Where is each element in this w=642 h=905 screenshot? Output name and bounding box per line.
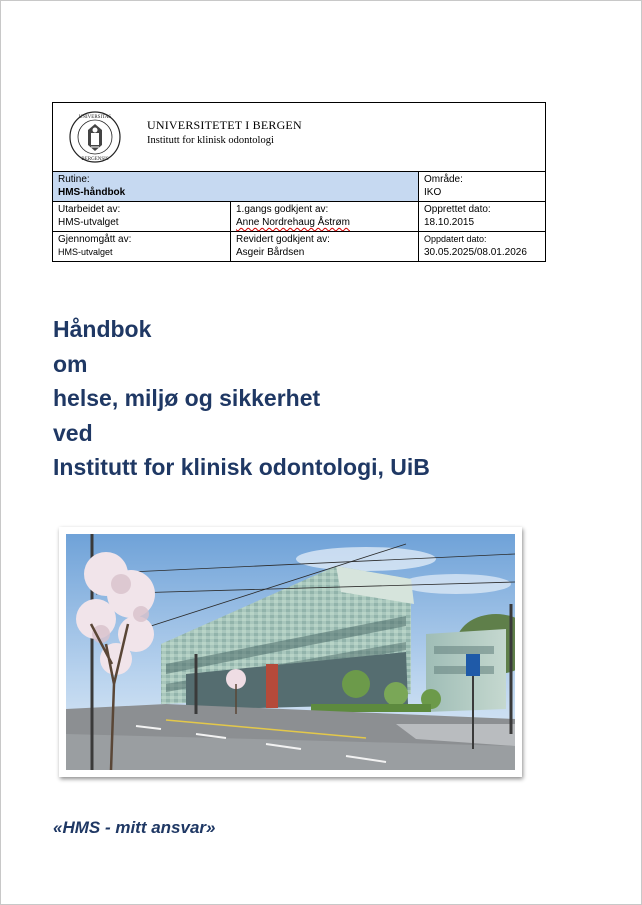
revised-approved-label: Revidert godkjent av: (236, 234, 330, 245)
university-seal-icon (69, 111, 121, 163)
svg-text:BERGENSIS: BERGENSIS (81, 157, 109, 162)
revised-approved-value: Asgeir Bårdsen (236, 247, 305, 258)
document-title (53, 312, 430, 485)
university-name: UNIVERSITETET I BERGEN (147, 118, 302, 132)
created-cell (419, 202, 546, 232)
title-line: Institutt for klinisk odontologi, UiB (53, 454, 430, 480)
reviewed-by-cell (53, 232, 231, 262)
first-approved-cell (231, 202, 419, 232)
created-value: 18.10.2015 (424, 217, 475, 228)
updated-value: 30.05.2025/08.01.2026 (424, 247, 527, 258)
motto-text: «HMS - mitt ansvar» (53, 818, 216, 837)
document-header-table (52, 102, 546, 262)
title-line: helse, miljø og sikkerhet (53, 385, 321, 411)
svg-text:UNIVERSITAS: UNIVERSITAS (78, 115, 112, 120)
institute-name: Institutt for klinisk odontologi (147, 135, 274, 146)
revised-approved-cell (231, 232, 419, 262)
routine-label: Rutine: (58, 174, 90, 185)
created-label: Opprettet dato: (424, 204, 491, 215)
updated-label: Oppdatert dato: (424, 234, 487, 244)
area-value: IKO (424, 187, 442, 198)
area-label: Område: (424, 174, 463, 185)
prepared-by-cell (53, 202, 231, 232)
reviewed-by-value: HMS-utvalget (58, 247, 113, 257)
building-photo (59, 527, 522, 777)
title-line: ved (53, 419, 93, 446)
routine-cell (53, 172, 419, 202)
reviewed-by-label: Gjennomgått av: (58, 234, 132, 245)
updated-cell (419, 232, 546, 262)
header-logo-cell (53, 103, 546, 172)
title-line: om (53, 350, 88, 377)
title-line: Håndbok (53, 316, 152, 342)
prepared-by-value: HMS-utvalget (58, 217, 119, 228)
area-cell (419, 172, 546, 202)
first-approved-label: 1.gangs godkjent av: (236, 204, 329, 215)
prepared-by-label: Utarbeidet av: (58, 204, 121, 215)
first-approved-value: Anne Nordrehaug Åstrøm (236, 217, 350, 228)
building-photo-image (66, 534, 515, 770)
routine-value: HMS-håndbok (58, 187, 126, 198)
